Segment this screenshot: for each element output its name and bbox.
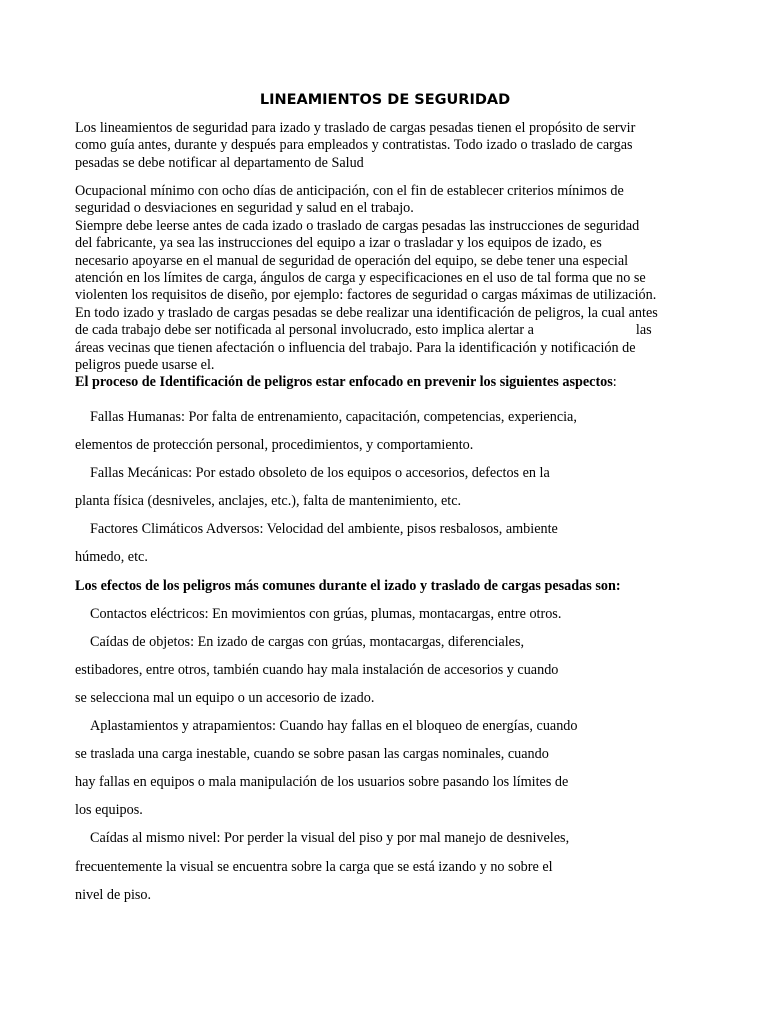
list-item: Aplastamientos y atrapamientos: Cuando hay fallas en el bloqueo de energías, cuando bbox=[90, 718, 578, 735]
text-line: violenten los requisitos de diseño, por ejemplo: factores de seguridad o cargas máximas de utilización. bbox=[75, 287, 657, 304]
text-line: En todo izado y traslado de cargas pesadas se debe realizar una identificación de peligros, la cual antes bbox=[75, 304, 658, 321]
text-line: necesario apoyarse en el manual de seguridad de operación del equipo, se debe tener una especial bbox=[75, 252, 629, 269]
text-line: Los lineamientos de seguridad para izado y traslado de cargas pesadas tienen el propósito de servir bbox=[75, 120, 636, 136]
text-line bbox=[75, 322, 705, 339]
list-item-continuation: frecuentemente la visual se encuentra sobre la carga que se está izando y no sobre el bbox=[75, 858, 553, 875]
document-title: LINEAMIENTOS DE SEGURIDAD bbox=[259, 92, 511, 108]
list-item-continuation: elementos de protección personal, procedimientos, y comportamiento. bbox=[75, 437, 474, 454]
list-item: Caídas de objetos: En izado de cargas con grúas, montacargas, diferenciales, bbox=[90, 633, 525, 650]
hazard-heading-text: El proceso de Identificación de peligros estar enfocado en prevenir los siguientes aspectos bbox=[75, 374, 613, 391]
text-line: Ocupacional mínimo con ocho días de anticipación, con el fin de establecer criterios mínimos de bbox=[75, 183, 624, 199]
list-item-continuation: los equipos. bbox=[75, 802, 143, 819]
list-item-continuation: planta física (desniveles, anclajes, etc.), falta de mantenimiento, etc. bbox=[75, 493, 462, 510]
list-item: Factores Climáticos Adversos: Velocidad del ambiente, pisos resbalosos, ambiente bbox=[90, 521, 558, 538]
list-item: Contactos eléctricos: En movimientos con grúas, plumas, montacargas, entre otros. bbox=[90, 605, 562, 622]
hazard-list bbox=[75, 403, 705, 909]
list-item: Caídas al mismo nivel: Por perder la visual del piso y por mal manejo de desniveles, bbox=[90, 830, 570, 847]
hazard-heading bbox=[75, 374, 705, 391]
alert-line-start: de cada trabajo debe ser notificada al personal involucrado, esto implica alertar a bbox=[75, 322, 534, 339]
list-item: Fallas Mecánicas: Por estado obsoleto de los equipos o accesorios, defectos en la bbox=[90, 465, 550, 482]
text-line: áreas vecinas que tienen afectación o influencia del trabajo. Para la identificación y notificación de bbox=[75, 339, 636, 356]
text-line: atención en los límites de carga, ángulos de carga y especificaciones en el uso de tal forma que no se bbox=[75, 270, 646, 287]
text-line: seguridad o desviaciones en seguridad y salud en el trabajo. bbox=[75, 200, 414, 217]
list-item-continuation: estibadores, entre otros, también cuando hay mala instalación de accesorios y cuando bbox=[75, 661, 559, 678]
list-item-continuation: hay fallas en equipos o mala manipulación de los usuarios sobre pasando los límites de bbox=[75, 774, 569, 791]
text-line: pesadas se debe notificar al departamento de Salud bbox=[75, 154, 364, 171]
text-line: como guía antes, durante y después para empleados y contratistas. Todo izado o traslado de cargas bbox=[75, 137, 633, 154]
text-line: peligros puede usarse el. bbox=[75, 357, 215, 374]
list-item-continuation: nivel de piso. bbox=[75, 886, 152, 903]
list-item: Fallas Humanas: Por falta de entrenamiento, capacitación, competencias, experiencia, bbox=[90, 409, 577, 425]
list-item-continuation: se selecciona mal un equipo o un accesorio de izado. bbox=[75, 689, 375, 706]
list-item-continuation: se traslada una carga inestable, cuando se sobre pasan las cargas nominales, cuando bbox=[75, 746, 549, 763]
text-line: Siempre debe leerse antes de cada izado o traslado de cargas pesadas las instrucciones de seguridad bbox=[75, 217, 640, 234]
alert-line-end: las bbox=[635, 322, 652, 339]
text-line: del fabricante, ya sea las instrucciones del equipo a izar o trasladar y los equipos de izado, es bbox=[75, 235, 602, 252]
effects-heading: Los efectos de los peligros más comunes durante el izado y traslado de cargas pesadas son: bbox=[75, 577, 621, 594]
list-item-continuation: húmedo, etc. bbox=[75, 549, 148, 566]
intro-paragraph bbox=[75, 120, 705, 172]
hazard-heading-colon: : bbox=[612, 374, 617, 391]
body-paragraph bbox=[75, 183, 705, 392]
